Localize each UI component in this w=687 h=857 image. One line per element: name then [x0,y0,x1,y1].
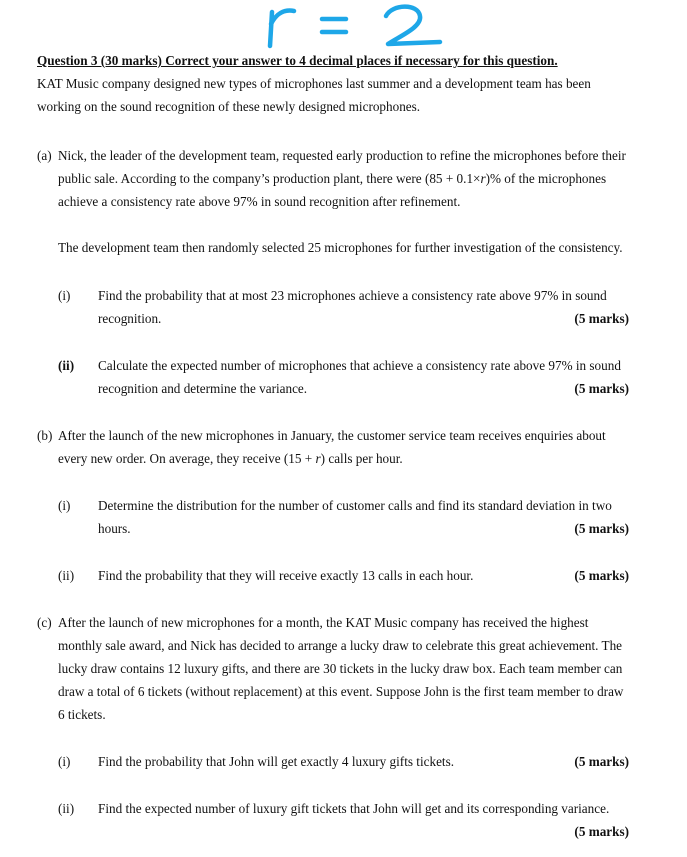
handwritten-r-equals-2 [250,0,460,52]
part-a-text: Nick, the leader of the development team, requested early production to refine the microphones before their public sale. According to the company’s production plant, there were (85 + 0.1×r)% of the microphones achieve a consistency rate above 97% in sound recognition after refinement. [58,148,626,209]
part-c-ii-marks: (5 marks) [574,824,629,839]
part-c-i-marks: (5 marks) [574,754,629,769]
part-b-i-marks: (5 marks) [574,521,629,536]
part-b-ii-marks: (5 marks) [574,568,629,583]
part-a-ii-text: Calculate the expected number of microphones that achieve a consistency rate above 97% in sound recognition and determine the variance. [98,358,621,396]
question-intro: KAT Music company designed new types of microphones last summer and a development team has been working on the sound recognition of these newly designed microphones. [37,76,591,114]
part-b-ii-text: Find the probability that they will receive exactly 13 calls in each hour. [98,568,474,583]
part-c-ii-number: (ii) [58,801,75,816]
variable-r: r [315,451,321,466]
part-c-i-number: (i) [58,754,71,769]
part-a-text-2: The development team then randomly selected 25 microphones for further investigation of the consistency. [58,240,623,255]
part-a-i-number: (i) [58,288,71,303]
part-c-text: After the launch of new microphones for a month, the KAT Music company has received the highest monthly sale award, and Nick has decided to arrange a lucky draw to celebrate this great achievement. The lucky draw contains 12 luxury gifts, and there are 30 tickets in the lucky draw box. Each team member can draw a total of 6 tickets (without replacement) at this event. Suppose John is the first team member to draw 6 tickets. [58,615,624,722]
part-b-ii-number: (ii) [58,568,75,583]
part-a-ii-number: (ii) [58,358,75,373]
part-b-i-text: Determine the distribution for the number of customer calls and find its standard deviation in two hours. [98,498,612,536]
question-title: Question 3 (30 marks) Correct your answer to 4 decimal places if necessary for this question. [37,53,558,68]
part-c-label: (c) [37,615,52,630]
part-c-i-text: Find the probability that John will get exactly 4 luxury gifts tickets. [98,754,455,769]
part-c-ii-text: Find the expected number of luxury gift tickets that John will get and its corresponding variance. [98,801,610,816]
part-b-label: (b) [37,428,53,443]
part-b-i-number: (i) [58,498,71,513]
part-a-ii-marks: (5 marks) [574,381,629,396]
part-a-i-marks: (5 marks) [574,311,629,326]
variable-r: r [480,171,486,186]
part-a-label: (a) [37,148,52,163]
part-b-text: After the launch of the new microphones in January, the customer service team receives enquiries about every new order. On average, they receive (15 + r) calls per hour. [58,428,606,466]
part-a-i-text: Find the probability that at most 23 microphones achieve a consistency rate above 97% in sound recognition. [98,288,607,326]
